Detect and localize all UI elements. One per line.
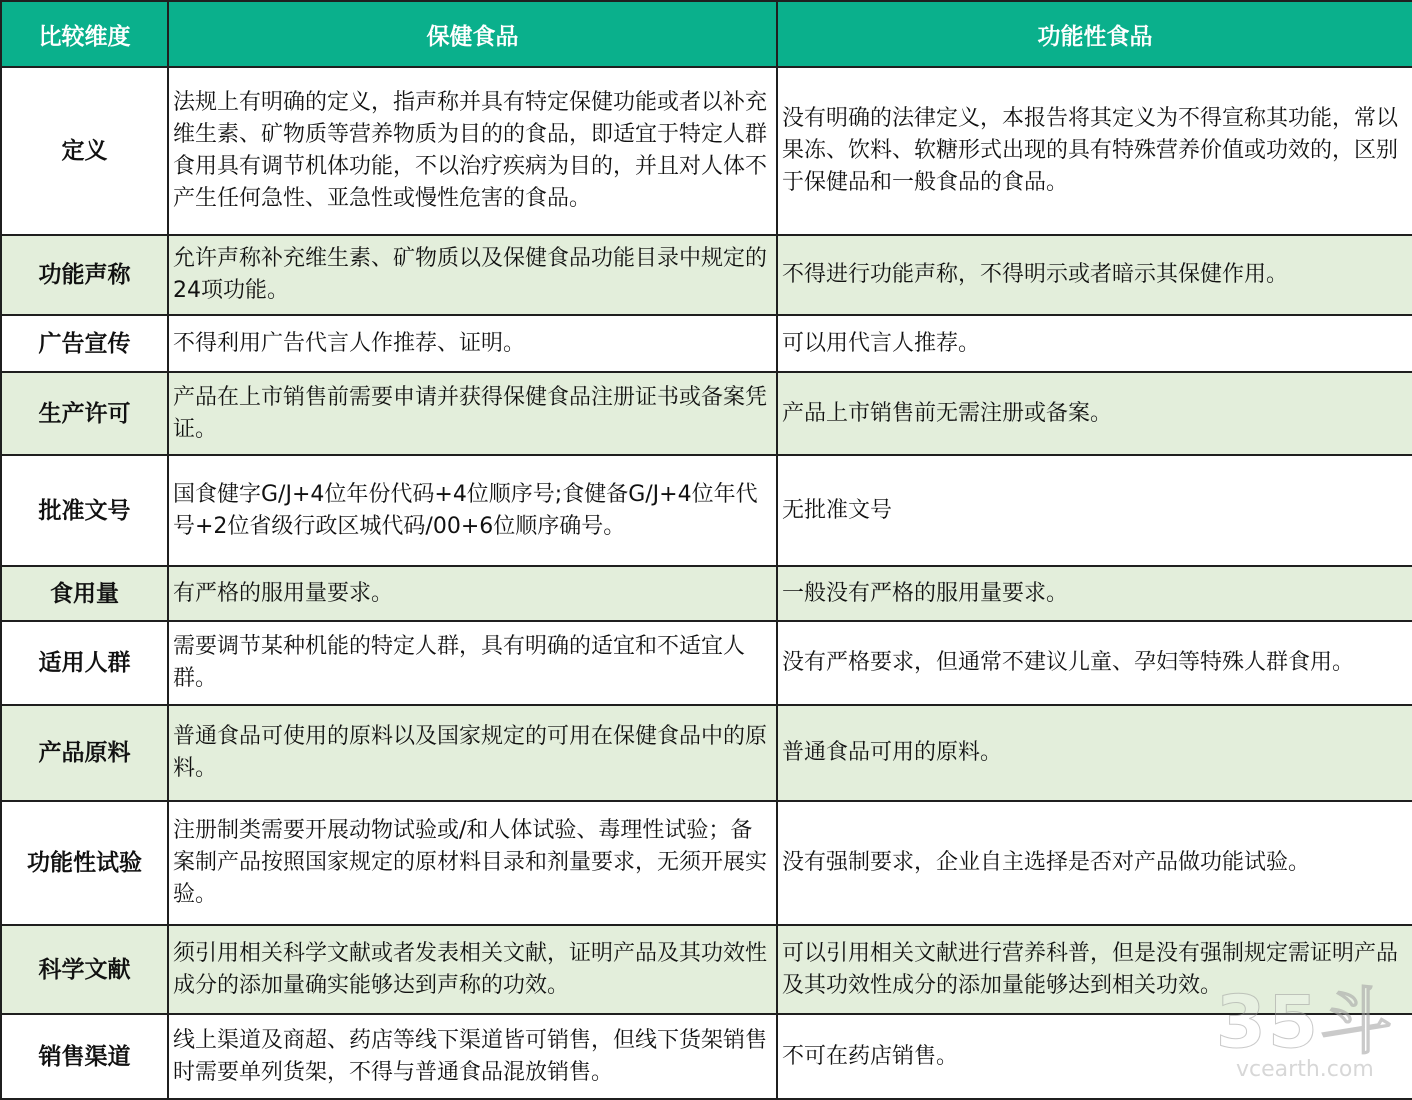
watermark-logo: 35斗	[1215, 980, 1394, 1064]
functional-food-cell: 一般没有严格的服用量要求。	[777, 566, 1412, 621]
row-dimension: 科学文献	[1, 925, 168, 1014]
health-food-cell: 线上渠道及商超、药店等线下渠道皆可销售，但线下货架销售时需要单列货架，不得与普通食品混放销售。	[168, 1014, 777, 1099]
table-row	[1, 235, 1412, 315]
functional-food-cell: 没有严格要求，但通常不建议儿童、孕妇等特殊人群食用。	[777, 621, 1412, 705]
health-food-cell: 需要调节某种机能的特定人群，具有明确的适宜和不适宜人群。	[168, 621, 777, 705]
functional-food-cell: 普通食品可用的原料。	[777, 705, 1412, 801]
table-row	[1, 315, 1412, 372]
health-food-cell: 须引用相关科学文献或者发表相关文献，证明产品及其功效性成分的添加量确实能够达到声称的功效。	[168, 925, 777, 1014]
table-row	[1, 621, 1412, 705]
health-food-cell: 产品在上市销售前需要申请并获得保健食品注册证书或备案凭证。	[168, 372, 777, 455]
health-food-cell: 普通食品可使用的原料以及国家规定的可用在保健食品中的原料。	[168, 705, 777, 801]
health-food-cell: 注册制类需要开展动物试验或/和人体试验、毒理性试验；备案制产品按照国家规定的原材料目录和剂量要求，无须开展实验。	[168, 801, 777, 925]
table-row	[1, 705, 1412, 801]
row-dimension: 定义	[1, 67, 168, 235]
health-food-cell: 有严格的服用量要求。	[168, 566, 777, 621]
table-row	[1, 801, 1412, 925]
row-dimension: 销售渠道	[1, 1014, 168, 1099]
watermark-site: vcearth.com	[1236, 1057, 1374, 1082]
row-dimension: 批准文号	[1, 455, 168, 566]
row-dimension: 功能性试验	[1, 801, 168, 925]
row-dimension: 广告宣传	[1, 315, 168, 372]
row-dimension: 生产许可	[1, 372, 168, 455]
row-dimension: 产品原料	[1, 705, 168, 801]
functional-food-cell: 没有强制要求，企业自主选择是否对产品做功能试验。	[777, 801, 1412, 925]
table-row	[1, 925, 1412, 1014]
functional-food-cell: 可以引用相关文献进行营养科普，但是没有强制规定需证明产品及其功效性成分的添加量能够达到相关功效。	[777, 925, 1412, 1014]
functional-food-cell: 无批准文号	[777, 455, 1412, 566]
health-food-cell: 允许声称补充维生素、矿物质以及保健食品功能目录中规定的24项功能。	[168, 235, 777, 315]
header-row	[1, 1, 1412, 67]
row-dimension: 适用人群	[1, 621, 168, 705]
table-row	[1, 372, 1412, 455]
table-row	[1, 455, 1412, 566]
table-row	[1, 1014, 1412, 1099]
table-row	[1, 67, 1412, 235]
health-food-cell: 不得利用广告代言人作推荐、证明。	[168, 315, 777, 372]
functional-food-cell: 不可在药店销售。	[777, 1014, 1412, 1099]
table-row	[1, 566, 1412, 621]
functional-food-cell: 没有明确的法律定义，本报告将其定义为不得宣称其功能，常以果冻、饮料、软糖形式出现的具有特殊营养价值或功效的，区别于保健品和一般食品的食品。	[777, 67, 1412, 235]
row-dimension: 功能声称	[1, 235, 168, 315]
functional-food-cell: 可以用代言人推荐。	[777, 315, 1412, 372]
header-functional-food: 功能性食品	[777, 1, 1412, 67]
health-food-cell: 法规上有明确的定义，指声称并具有特定保健功能或者以补充维生素、矿物质等营养物质为目的的食品，即适宜于特定人群食用具有调节机体功能，不以治疗疾病为目的，并且对人体不产生任何急性、亚急性或慢性危害的食品。	[168, 67, 777, 235]
header-health-food: 保健食品	[168, 1, 777, 67]
health-food-cell: 国食健字G/J+4位年份代码+4位顺序号;食健备G/J+4位年代号+2位省级行政区城代码/00+6位顺序确号。	[168, 455, 777, 566]
row-dimension: 食用量	[1, 566, 168, 621]
functional-food-cell: 不得进行功能声称，不得明示或者暗示其保健作用。	[777, 235, 1412, 315]
functional-food-cell: 产品上市销售前无需注册或备案。	[777, 372, 1412, 455]
header-dimension: 比较维度	[1, 1, 168, 67]
